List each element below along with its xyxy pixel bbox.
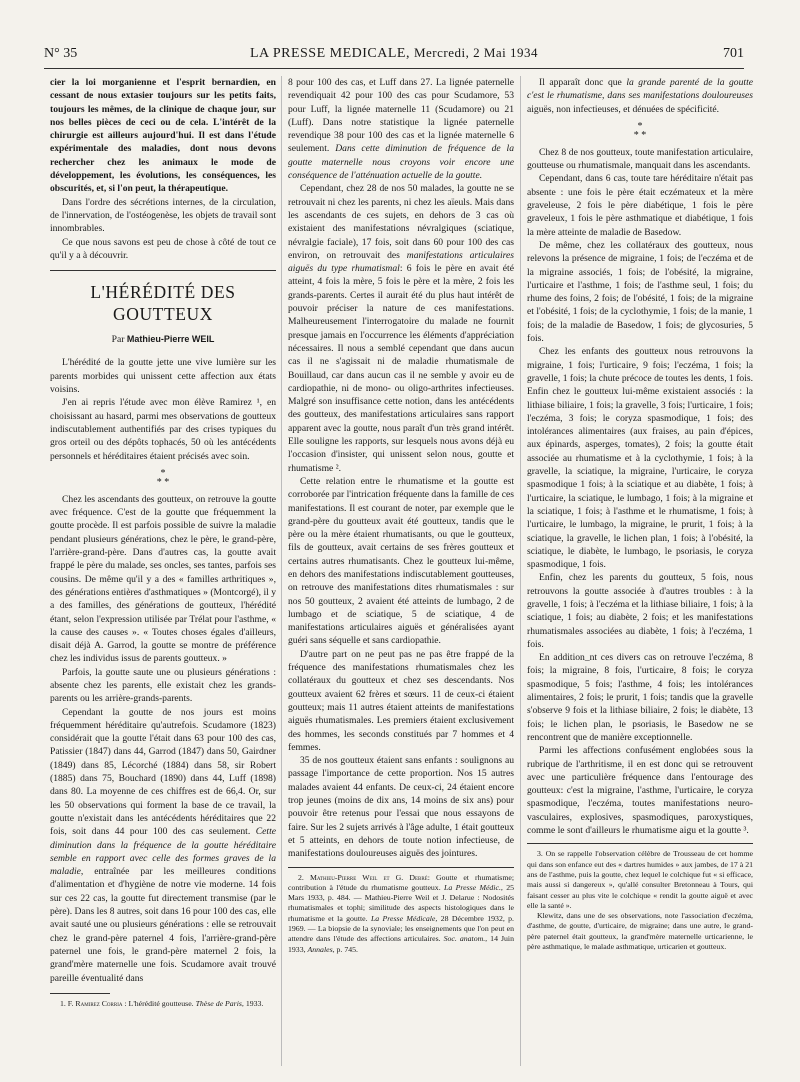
footnote: 3. On se rappelle l'observation célèbre de Trousseau de cet homme qui dans son enfance eut des « dartres humides » aux jambes, de 17 à 21 ans de l'asthme, puis la goutte, chez lequel le colchique fut « si efficace, mais aussi si dangereux », qu'allé consulter Bretonneau à Tours, qui faisant cesser au plus vite le colchique « rendit la goutte aiguë et avec elle la santé ». bbox=[527, 849, 753, 910]
paragraph bbox=[288, 182, 514, 475]
footnote-rule bbox=[50, 993, 110, 994]
footnote-text: 28 Décembre 1932, p. 1969. — La biopsie de la synoviale; les enseignements que l'on peut en attendre dans l'étude des affections articulaires. bbox=[288, 913, 514, 944]
author-prefix: Par bbox=[111, 334, 125, 346]
emphasis: Cette diminution dans la fréquence de la goutte héréditaire semble en rapport avec celle des formes graves de la maladie, bbox=[50, 826, 276, 878]
paragraph: Parfois, la goutte saute une ou plusieurs générations : absente chez les parents, elle existait chez les grands-parents ou les arrière-grands-parents. bbox=[50, 666, 276, 705]
paragraph: J'en ai repris l'étude avec mon élève Ramirez ¹, en choisissant au hasard, parmi mes observations de goutteux indiscutablement authentifiés par des crises typiques du gros orteil ou des dépôts tophacés, 50 où les antécédents personnels et héréditaires étaient précisés avec soin. bbox=[50, 397, 276, 462]
footnote-source: Soc. anatom., bbox=[443, 934, 488, 944]
paragraph: Cette relation entre le rhumatisme et la goutte est corroborée par l'intrication fréquente dans la famille de ces manifestations. Il est courant de noter, par exemple que le grand-père du goutteux avait été goutteux, tandis que le père ou la mère étaient rhumatisants, ou que le goutteux, fils de goutteux, avait certains de ses frères goutteux et certains autres rhumatisants. Chez le goutteux lui-même, en dehors des manifestations indiscutablement goutteuses, on retrouve des manifestations dites rhumatismales : sur nos 50 goutteux, 2 avaient été atteints de lumbago, 2 de lumbago et de sciatique, 5 de sciatique, 4 de manifestations articulaires aiguës et généralisées ayant guéri sans séquelle et sans cardiopathie. bbox=[288, 475, 514, 647]
text-run: 8 pour 100 des cas, et Luff dans 27. La lignée paternelle revendiquait 42 pour 100 des cas pour Scudamore, 53 pour Luff, la lignée maternelle 11 (Scudamore) ou 21 (Luff). Dans notre statistique la lignée paternelle revendique 38 pour 100 des cas et la lignée maternelle 6 seulement. bbox=[288, 77, 514, 155]
paragraph: cier la loi morganienne et l'esprit bernardien, en cessant de nous extasier toujours sur les petits faits, toujours les mêmes, de la clinique de chaque jour, sur nos belles pièces de ceci ou de cela. L'intérêt de la chirurgie est ailleurs aujourd'hui. Il est dans l'étude expérimentale des maladies, dont nous devons rechercher chez les animaux le mode de développement, les évolutions, les conséquences, les obscurités, et, si l'on peut, la thérapeutique. bbox=[50, 77, 276, 195]
column-2 bbox=[288, 76, 514, 1066]
paragraph: Parmi les affections confusément englobées sous la rubrique de l'arthritisme, il en est donc qui se retrouvent avec une particulière fréquence dans l'entourage des goutteux: c'est la migraine, l'asthme, l'urticaire, le coryza spasmodique, l'eczéma, toutes manifestations neuro-vasculaires, explosives, spasmodiques, paroxystiques, comme le sont d'ailleurs le rhumatisme aigu et la goutte ³. bbox=[527, 745, 753, 837]
article-separator bbox=[50, 270, 276, 271]
column-divider bbox=[520, 76, 521, 1066]
text-run: entraînée par les meilleures conditions d'alimentation et d'hygiène de notre vie moderne. 14 fois sur ces 22 cas, la goutte fut directement transmise (par le père). Dans les 8 autres, soit dans 16 pour 100 des cas, elle avait sauté une ou plusieurs générations : elle se retrouvait chez le grand-père paternel 4 fois, l'arrière-grand-père paternel une fois, le grand-père maternel 2 fois, la grand'mère maternelle une fois. Scudamore avait trouvé pareille éventualité dans bbox=[50, 866, 276, 984]
footnote-source: Annales, bbox=[307, 944, 335, 954]
article-author bbox=[50, 333, 276, 346]
section-stars: * * * bbox=[633, 120, 647, 141]
emphasis: manifestations articulaires aiguës du type rhumatismal bbox=[288, 249, 514, 275]
paragraph: Dans l'ordre des sécrétions internes, de la circulation, de l'innervation, de l'ostéogenèse, les objets de travail sont innombrables. bbox=[50, 196, 276, 235]
issue-number: N° 35 bbox=[44, 46, 78, 61]
paragraph: Cependant, dans 6 cas, toute tare héréditaire n'était pas absente : une fois le père était eczémateux et la mère graveleuse, 2 fois le père diabétique, 1 fois le père graveleux, 1 fois le père asthmatique et diabétique, 1 fois la mère atteinte de maladie de Basedow. bbox=[527, 173, 753, 238]
issue-date: Mercredi, 2 Mai 1934 bbox=[413, 45, 539, 60]
journal-title bbox=[44, 45, 744, 62]
paragraph: Chez les enfants des goutteux nous retrouvons la migraine, 1 fois; l'urticaire, 9 fois; l'eczéma, 1 fois; la gravelle, 1 fois; la chute précoce de toutes les dents, 1 fois. Enfin chez le goutteux lui-même existaient associés : la lithiase biliaire, 1 fois; la gravelle, 3 fois; l'urticaire, 1 fois; l'eczéma, 3 fois; le coryza spasmodique, 1 fois; des intolérances alimentaires (aux fraises, au pain d'épices, aux épinards, asperges, tomates), 2 fois; la goutte était associée au rhumatisme et à la cyclothymie, 1 fois; à la gravelle, la sciatique, la migraine, l'urticaire, le coryza spasmodique 1 fois; à la sciatique et au diabète, 1 fois; à l'urticaire, la sciatique, le lumbago, 1 fois; à la migraine et la sciatique, 1 fois; à l'asthme et le rhumatisme, 1 fois; à l'urticaire, le lumbago, la migraine, le prurit, 1 fois; à la sciatique, la gravelle, le lichen plan, 1 fois; à l'obésité, la sciatique, le diabète, le lumbago, le psoriasis, le coryza spasmodique, 1 fois. bbox=[527, 346, 753, 571]
page-number: 701 bbox=[723, 46, 744, 61]
text-run: : 6 fois le père en avait été atteint, 4 fois la mère, 5 fois le père et la mère, 2 fois les grands-parents. Certes il aurait été du plus haut intérêt de pouvoir préciser la nature de ces manifestations. Malheureusement l'interrogatoire du malade ne fournit presque jamais en l'occurrence les éléments d'appréciation nécessaires. Il nous a semblé cependant que dans aucun cas il ne s'agissait ni de maladie rhumatismale de Bouillaud, car dans aucun cas il ne semble y avoir eu de cardiopathie, ni de mono- ou oligo-arthrites infectieuses. Malgré son insuffisance cette notion, dans les antécédents des goutteux, des manifestations articulaires sans rapport apparent avec la goutte, nous paraît d'un très grand intérêt. Elle souligne les rapports, sur lesquels nous avons déjà eu l'occasion d'insister, qui unissent selon nous, goutte et rhumatisme ². bbox=[288, 263, 514, 474]
paragraph: Ce que nous savons est peu de chose à côté de tout ce qu'il y a à découvrir. bbox=[50, 236, 276, 261]
column-3 bbox=[527, 76, 753, 1066]
paragraph: Enfin, chez les parents du goutteux, 5 fois, nous retrouvons la goutte associée à d'autres troubles : à la gravelle, 1 fois; à l'eczéma et la lithiase biliaire, 1 fois; à la sciatique, 1 fois; au diabète, 2 fois; et les manifestations rhumatismales associées au diabète, 1 fois; à l'eczéma, 1 fois. bbox=[527, 572, 753, 650]
page-header bbox=[44, 44, 744, 69]
footnote-rule bbox=[527, 843, 753, 844]
paragraph: Chez les ascendants des goutteux, on retrouve la goutte avec fréquence. C'est de la goutte que fréquemment la goutte procède. Il est parfois possible de suivre la maladie pendant plusieurs générations, chez le père, le grand-père, l'arrière-grand-père. Dans d'autres cas, la goutte avait frappé le père du malade, ses oncles, ses tantes, parfois ses cousins. De même qu'il y a des « familles arthritiques », des générations entières d'asthmatiques » (Montcorgé), il y a des familles, des générations de goutteux, l'hérédité étant, selon l'expression utilisée par Trélat pour l'asthme, « la cause des causes ». « Toutes choses égales d'ailleurs, disait déjà A. Garrod, la goutte se montre de préférence chez les individus issus de parents goutteux. » bbox=[50, 493, 276, 665]
footnote-source: Thèse de Paris, bbox=[195, 998, 244, 1008]
paragraph: 35 de nos goutteux étaient sans enfants : soulignons au passage l'importance de cette proportion. Nos 15 autres malades avaient 44 enfants. De ceux-ci, 24 étaient encore trop jeunes (moins de dix ans, 14 moins de six ans) pour pouvoir être retenus pour l'essai que nous essayons de faire. Sur les 2 sujets arrivés à l'âge adulte, 1 était goutteux et 5 atteints, en dehors de toute notion infectieuse, de manifestations douloureuses aiguës des jointures. bbox=[288, 755, 514, 860]
emphasis: Dans cette diminution de fréquence de la goutte maternelle nous croyons voir encore une conséquence de l'atténuation actuelle de la goutte. bbox=[288, 143, 514, 182]
journal-name: LA PRESSE MEDICALE, bbox=[249, 46, 410, 61]
footnote-year: 1933. bbox=[245, 998, 264, 1008]
paragraph: De même, chez les collatéraux des goutteux, nous relevons la présence de migraine, 1 fois; de l'eczéma et de la migraine associés, 1 fois; de l'obésité, la migraine, l'urticaire et l'asthme, 1 fois; de l'asthme seul, 1 fois; du rhume des foins, 2 fois; de l'obésité, 1 fois; de la migraine et l'obésité, 1 fois; de la cyclothymie, 1 fois; de la manie, 1 fois; de la maladie de Basedow, 1 fois; de glycosuries, 5 fois. bbox=[527, 239, 753, 345]
paragraph: En addition_nt ces divers cas on retrouve l'eczéma, 8 fois; la migraine, 8 fois, l'urticaire, 8 fois; le coryza spasmodique, 5 fois; l'asthme, 4 fois; les intolérances alimentaires, 2 fois; le prurit, 1 fois; tandis que la gravelle s'observe 9 fois et la lithiase biliaire, 2 fois; le diabète, 13 fois; le lichen plan, le psoriasis, le Basedow ne se rencontrent que de manière exceptionnelle. bbox=[527, 652, 753, 743]
footnote-rule bbox=[288, 867, 514, 868]
footnote: Klewitz, dans une de ses observations, note l'association d'eczéma, d'asthme, de goutte, d'urticaire, de migraine; dans une autre, le grand-père paternel était goutteux, la grand'mère maternelle urticarienne, le père asthmatique, le malade asthmatique, urticarien et goutteux. bbox=[527, 911, 753, 951]
footnote-text: 14 Juin 1933, bbox=[288, 934, 514, 954]
footnote: 2. Mathieu-Pierre Weil et G. Debré: Goutte et rhumatisme; contribution à l'étude du rhumatisme goutteux. La Presse Médic., 25 Mars 1933, p. 484. — Mathieu-Pierre Weil et J. Delarue : Nodosités rhumatismales et tophi; similitude des aspects histologiques dans le rhumatisme et la goutte. La Presse Médicale, 28 Décembre 1932, p. 1969. — La biopsie de la synoviale; les enseignements que l'on peut en attendre dans l'étude des affections articulaires. Soc. anatom., 14 Juin 1933, Annales, p. 745. bbox=[288, 872, 514, 954]
footnote-text: , 25 Mars 1933, p. 484. — Mathieu-Pierre Weil et J. Delarue : Nodosités rhumatismales et tophi; similitude des aspects histologiques dans le rhumatisme et la goutte. bbox=[288, 882, 514, 923]
column-1 bbox=[50, 76, 276, 1066]
footnote-text: : L'hérédité goutteuse. bbox=[124, 998, 194, 1008]
paragraph bbox=[50, 706, 276, 985]
section-stars: * * * bbox=[156, 467, 170, 488]
text-run: Il apparaît donc que bbox=[539, 77, 622, 88]
text-run: Cependant, chez 28 de nos 50 malades, la goutte ne se retrouvait ni chez les parents, ni chez les aïeuls. Mais dans les ascendants de ces sujets, en dehors de 3 cas où existaient des manifestations névralgiques (sciatique, névralgie faciale), 17 fois, soit dans 60 pour 100 des cas environ, on retrouvait des bbox=[288, 183, 514, 261]
paragraph: L'hérédité de la goutte jette une vive lumière sur les parents morbides qui unissent cette affection aux états voisins. bbox=[50, 357, 276, 396]
paragraph bbox=[288, 76, 514, 182]
footnote-author: F. Ramirez Corria bbox=[67, 998, 123, 1008]
footnote-source: La Presse Médicale, bbox=[370, 913, 438, 923]
emphasis: la grande parenté de la goutte c'est le rhumatisme, dans ses manifestations douloureuses bbox=[527, 77, 753, 102]
footnote-source: La Presse Médic. bbox=[444, 882, 501, 892]
paragraph: D'autre part on ne peut pas ne pas être frappé de la fréquence des manifestations rhumatismales chez les collatéraux du goutteux et chez ses descendants. Nos goutteux avaient 62 frères et sœurs. 11 de ceux-ci étaient goutteux; mais 11 autres étaient atteints de manifestations aiguës rhumatismales. Les premiers étaient exclusivement des hommes, les seconds constitués par 7 hommes et 4 femmes. bbox=[288, 648, 514, 753]
footnote-text: : Goutte et rhumatisme; contribution à l'étude du rhumatisme goutteux. bbox=[288, 872, 514, 892]
column-divider bbox=[281, 76, 282, 1066]
footnote-text: p. 745. bbox=[336, 944, 358, 954]
text-run: aiguës, non infectieuses, et dénuées de spécificité. bbox=[527, 103, 720, 115]
author-name: Mathieu-Pierre WEIL bbox=[126, 334, 215, 345]
article-title: L'HÉRÉDITÉ DES GOUTTEUX bbox=[90, 282, 236, 325]
footnote: 1. F. Ramirez Corria : L'hérédité goutteuse. Thèse de Paris, 1933. bbox=[60, 998, 264, 1008]
paragraph: Chez 8 de nos goutteux, toute manifestation articulaire, goutteuse ou rhumatismale, manquait dans les ascendants. bbox=[527, 146, 753, 172]
footnote-author: Mathieu-Pierre Weil et G. Debré bbox=[309, 872, 428, 882]
text-run: Cependant la goutte de nos jours est moins fréquemment héréditaire qu'autrefois. Scudamore (1823) considérait que la goutte l'était dans 63 pour 100 des cas, Patissier (1847) dans 44, Garrod (1847) dans 50, Gairdner (1849) dans 85, Lécorché (1884) dans 58, sir Robert (1885) dans 75, Bouchard (1890) dans 44, Luff (1898) dans 80. La moyenne de ces chiffres est de 66,4. Or, sur les 50 observations qui forment la base de ce travail, la goutte n'existait dans les antécédents héréditaires que 22 fois, soit dans 44 pour 100 des cas seulement. bbox=[50, 706, 276, 838]
paragraph bbox=[527, 76, 753, 116]
